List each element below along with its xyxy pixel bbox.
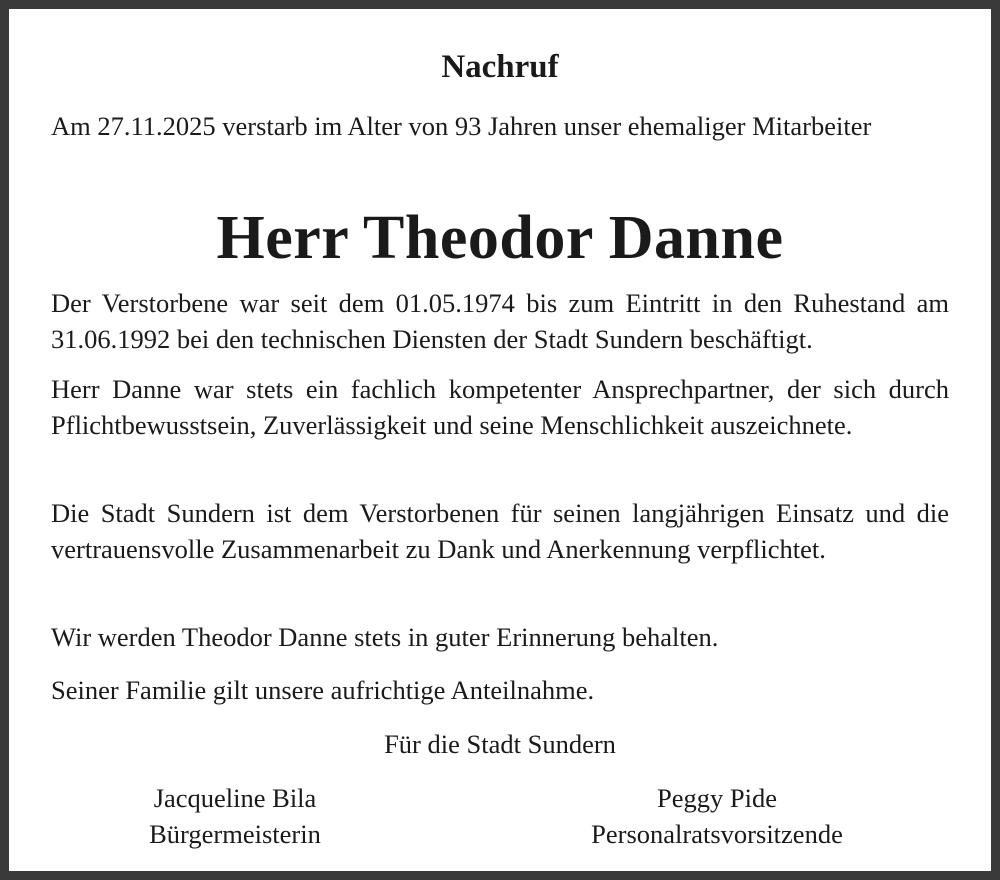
signatory-left — [75, 780, 395, 852]
paragraph-character: Herr Danne war stets ein fachlich kompetenter Ansprechpartner, der sich durch Pflichtbewusstsein, Zuverlässigkeit und seine Menschlichkeit auszeichnete. — [51, 374, 949, 440]
paragraph-condolence: Seiner Familie gilt unsere aufrichtige Anteilnahme. — [51, 675, 595, 705]
deceased-name: Herr Theodor Danne — [216, 204, 784, 272]
paragraph-employment: Der Verstorbene war seit dem 01.05.1974 bis zum Eintritt in den Ruhestand am 31.06.1992 bei den technischen Diensten der Stadt Sundern beschäftigt. — [51, 288, 949, 354]
signatory-name: Peggy Pide — [657, 783, 777, 813]
signatory-name: Jacqueline Bila — [153, 783, 317, 813]
signatory-title: Personalratsvorsitzende — [591, 819, 843, 849]
signatory-title: Bürgermeisterin — [149, 819, 321, 849]
paragraph-remembrance: Wir werden Theodor Danne stets in guter Erinnerung behalten. — [51, 622, 719, 652]
intro-text: Am 27.11.2025 verstarb im Alter von 93 Jahren unser ehemaliger Mitarbeiter — [51, 111, 872, 141]
paragraph-gratitude: Die Stadt Sundern ist dem Verstorbenen für seinen langjährigen Einsatz und die vertrauensvolle Zusammenarbeit zu Dank und Anerkennung verpflichtet. — [51, 498, 949, 564]
on-behalf-line: Für die Stadt Sundern — [384, 729, 616, 759]
notice-heading: Nachruf — [441, 49, 559, 85]
signatory-right — [557, 780, 877, 852]
